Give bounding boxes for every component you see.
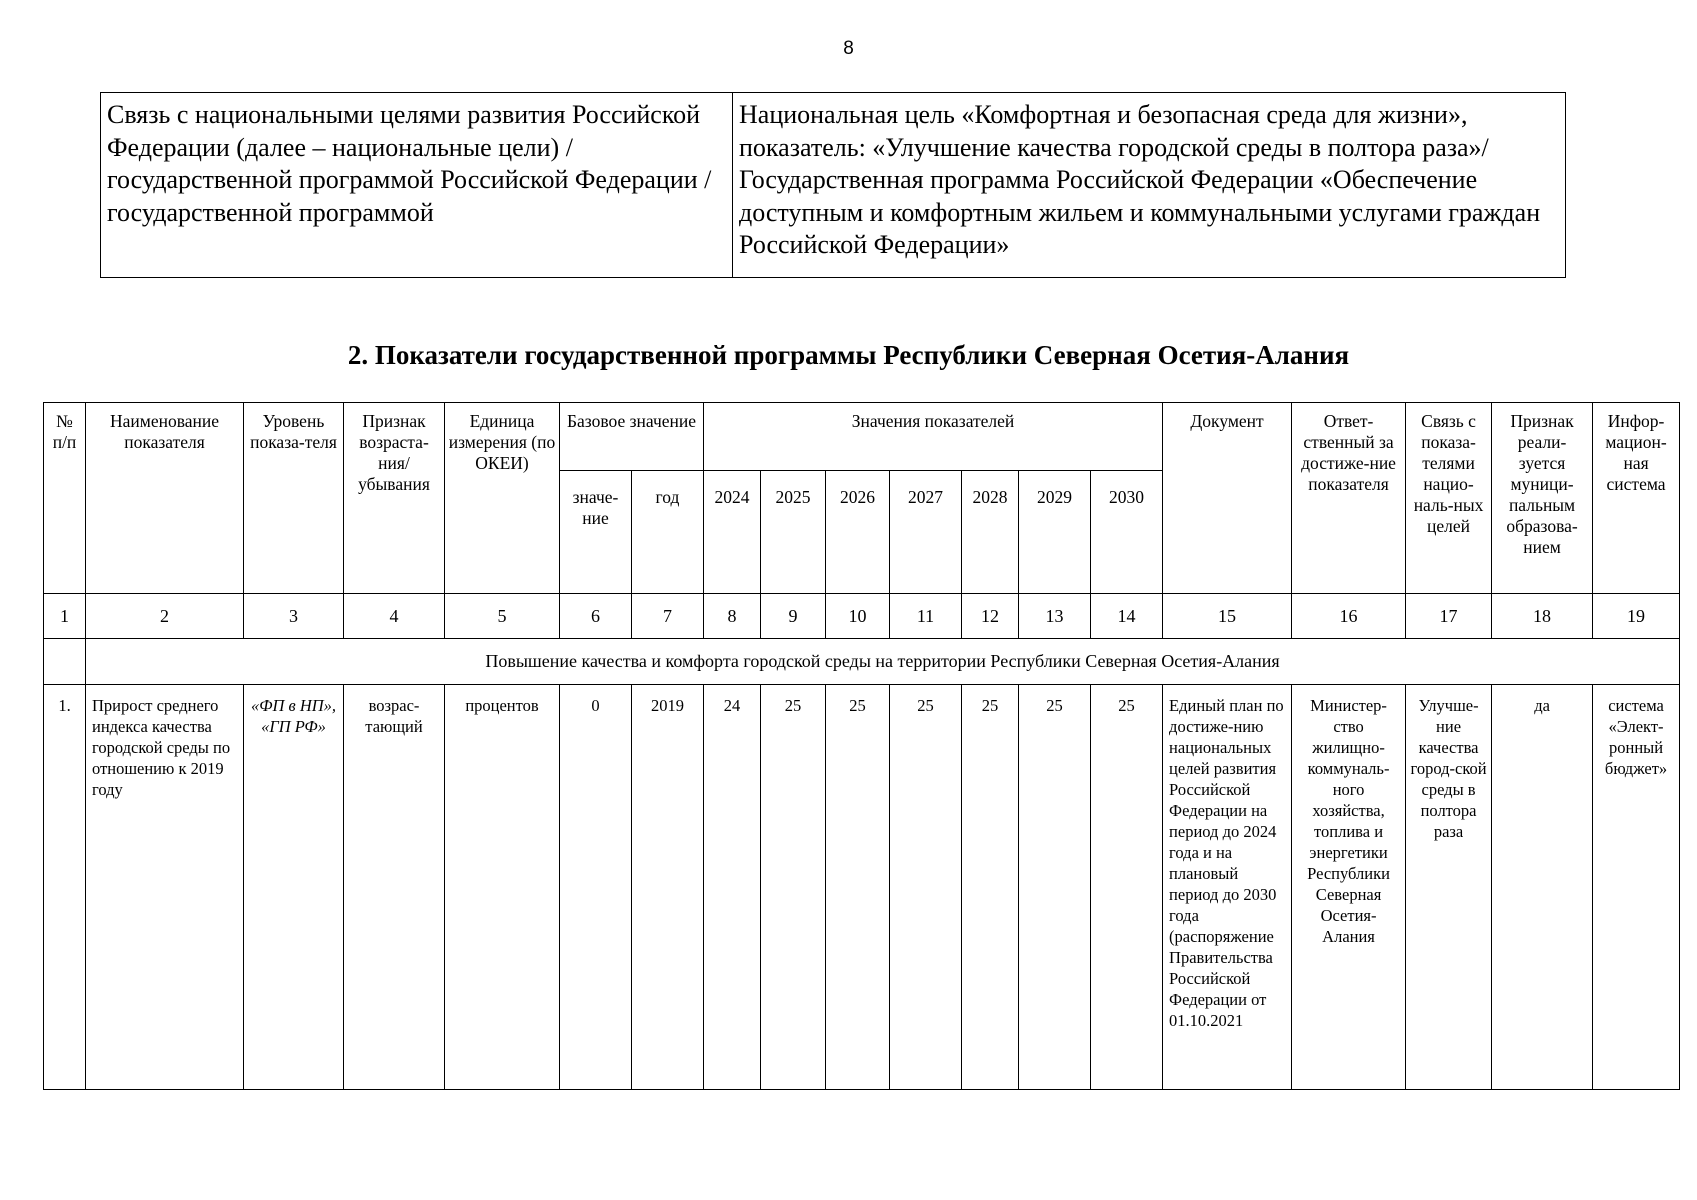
national-goals-link-table xyxy=(100,92,1566,278)
row-info-system: система «Элект-ронный бюджет» xyxy=(1593,685,1680,1090)
column-number: 18 xyxy=(1492,594,1593,639)
link-value-cell: Национальная цель «Комфортная и безопасная среда для жизни», показатель: «Улучшение качества городской среды в полтора раза»/ Государственная программа Российской Федерации «Обеспечение доступным и комфортным жильем и коммунальными услугами граждан Российской Федерации» xyxy=(733,93,1566,278)
header-year-2025: 2025 xyxy=(761,471,826,594)
row-value-2024: 24 xyxy=(704,685,761,1090)
row-value-2026: 25 xyxy=(826,685,890,1090)
row-num: 1. xyxy=(44,685,86,1090)
header-num: № п/п xyxy=(44,403,86,594)
row-unit: процентов xyxy=(445,685,560,1090)
table-row xyxy=(44,685,1680,1090)
column-number: 19 xyxy=(1593,594,1680,639)
column-number: 10 xyxy=(826,594,890,639)
header-year-2024: 2024 xyxy=(704,471,761,594)
row-link-goals: Улучше-ние качества город-ской среды в полтора раза xyxy=(1406,685,1492,1090)
column-number: 17 xyxy=(1406,594,1492,639)
page-number: 8 xyxy=(843,38,854,59)
section-row-empty-cell xyxy=(44,639,86,685)
row-value-2027: 25 xyxy=(890,685,962,1090)
row-document: Единый план по достиже-нию национальных целей развития Российской Федерации на период до 2024 года и на плановый период до 2030 года (распоряжение Правительства Российской Федерации от 01.10.2021 xyxy=(1163,685,1292,1090)
header-base-year: год xyxy=(632,471,704,594)
header-values: Значения показателей xyxy=(704,403,1163,471)
column-number: 8 xyxy=(704,594,761,639)
row-value-2029: 25 xyxy=(1019,685,1091,1090)
header-year-2028: 2028 xyxy=(962,471,1019,594)
section-label: Повышение качества и комфорта городской среды на территории Республики Северная Осетия-Алания xyxy=(86,639,1680,685)
header-responsible: Ответ-ственный за достиже-ние показателя xyxy=(1292,403,1406,594)
header-base-value: значе-ние xyxy=(560,471,632,594)
column-number: 11 xyxy=(890,594,962,639)
column-number: 13 xyxy=(1019,594,1091,639)
row-base-year: 2019 xyxy=(632,685,704,1090)
header-unit: Единица измерения (по ОКЕИ) xyxy=(445,403,560,594)
column-number: 9 xyxy=(761,594,826,639)
header-row xyxy=(44,403,1680,471)
header-link-goals: Связь с показа-телями нацио-наль-ных целей xyxy=(1406,403,1492,594)
column-number: 16 xyxy=(1292,594,1406,639)
link-label-cell: Связь с национальными целями развития Российской Федерации (далее – национальные цели) / государственной программой Российской Федерации / государственной программой xyxy=(101,93,733,278)
row-level: «ФП в НП», «ГП РФ» xyxy=(244,685,344,1090)
section-row xyxy=(44,639,1680,685)
column-numbers-row xyxy=(44,594,1680,639)
header-year-2026: 2026 xyxy=(826,471,890,594)
row-value-2030: 25 xyxy=(1091,685,1163,1090)
row-indicator-name: Прирост среднего индекса качества городской среды по отношению к 2019 году xyxy=(86,685,244,1090)
header-document: Документ xyxy=(1163,403,1292,594)
row-value-2025: 25 xyxy=(761,685,826,1090)
row-base-value: 0 xyxy=(560,685,632,1090)
row-municipal: да xyxy=(1492,685,1593,1090)
column-number: 6 xyxy=(560,594,632,639)
row-value-2028: 25 xyxy=(962,685,1019,1090)
header-base: Базовое значение xyxy=(560,403,704,471)
column-number: 12 xyxy=(962,594,1019,639)
column-number: 15 xyxy=(1163,594,1292,639)
column-number: 14 xyxy=(1091,594,1163,639)
header-name: Наименование показателя xyxy=(86,403,244,594)
header-year-2027: 2027 xyxy=(890,471,962,594)
column-number: 3 xyxy=(244,594,344,639)
column-number: 1 xyxy=(44,594,86,639)
header-trend: Признак возраста-ния/ убывания xyxy=(344,403,445,594)
header-municipal: Признак реали-зуется муници-пальным образова-нием xyxy=(1492,403,1593,594)
column-number: 7 xyxy=(632,594,704,639)
header-level: Уровень показа-теля xyxy=(244,403,344,594)
header-year-2030: 2030 xyxy=(1091,471,1163,594)
indicators-table xyxy=(43,402,1680,1090)
column-number: 2 xyxy=(86,594,244,639)
section-title: 2. Показатели государственной программы Республики Северная Осетия-Алания xyxy=(347,340,1350,370)
header-info-system: Инфор-мацион-ная система xyxy=(1593,403,1680,594)
column-number: 4 xyxy=(344,594,445,639)
row-responsible: Министер-ство жилищно-коммуналь-ного хозяйства, топлива и энергетики Республики Северная Осетия-Алания xyxy=(1292,685,1406,1090)
header-year-2029: 2029 xyxy=(1019,471,1091,594)
column-number: 5 xyxy=(445,594,560,639)
row-trend: возрас-тающий xyxy=(344,685,445,1090)
